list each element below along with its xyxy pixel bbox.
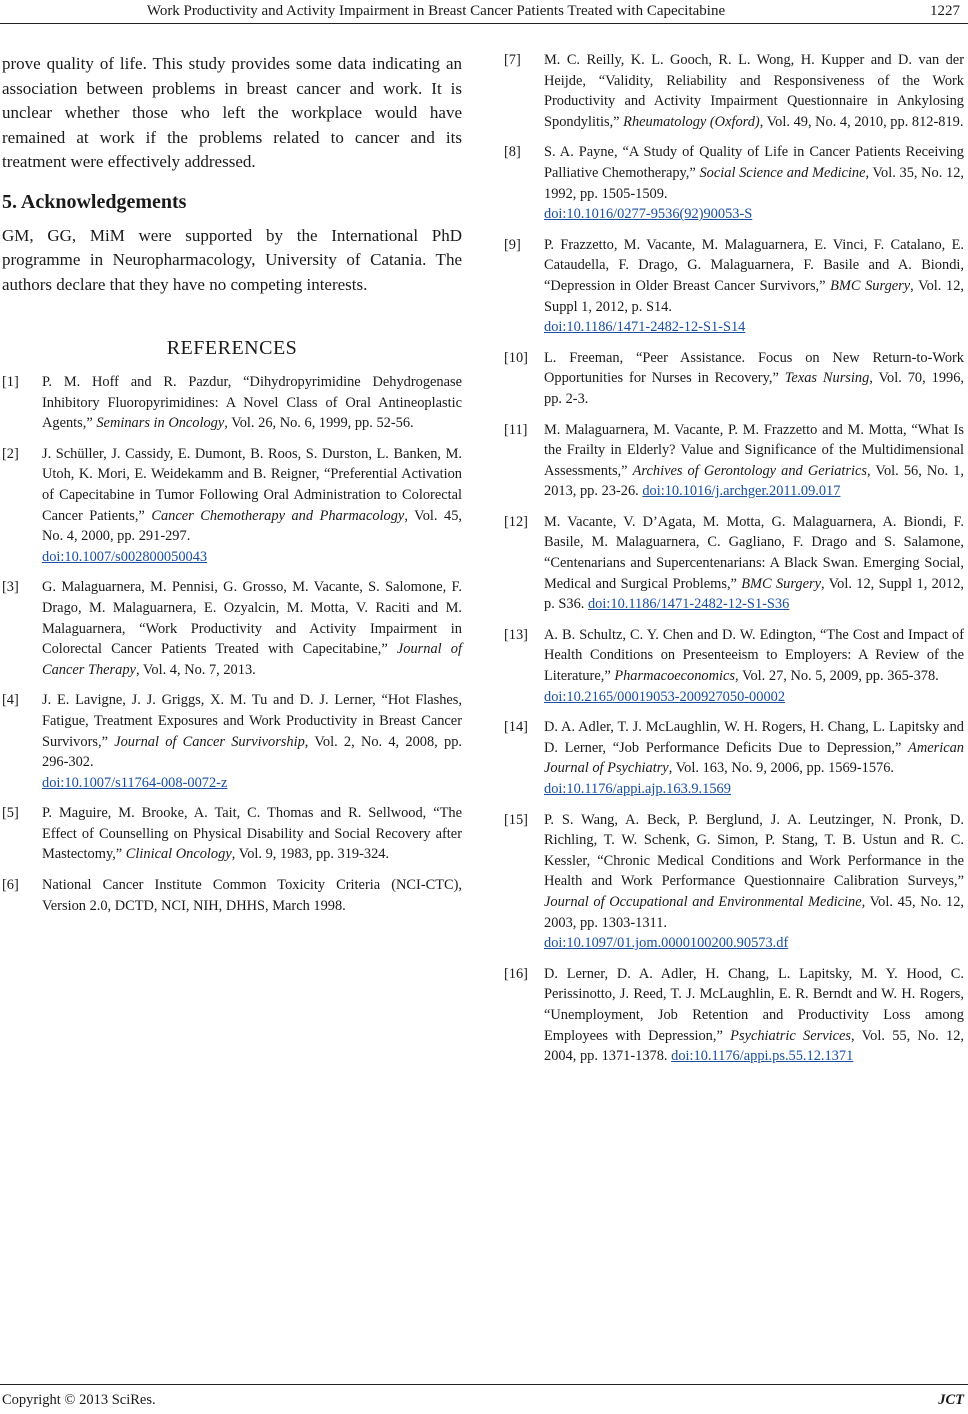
doi-link[interactable]: doi:10.2165/00019053-200927050-00002 bbox=[544, 688, 786, 705]
reference-number: [2] bbox=[2, 445, 19, 462]
reference-text bbox=[42, 803, 462, 865]
reference-number: [9] bbox=[504, 236, 521, 253]
page-header bbox=[0, 0, 968, 26]
reference-journal: Cancer Chemotherapy and Pharmacology bbox=[151, 507, 405, 524]
reference-number: [11] bbox=[504, 421, 528, 438]
reference-number: [1] bbox=[2, 374, 19, 390]
reference-number: [3] bbox=[2, 579, 19, 596]
reference-volume-pages: , Vol. 70, 1996, pp. 2-3. bbox=[544, 370, 964, 407]
reference-authors-title: J. E. Lavigne, J. J. Griggs, X. M. Tu and D. J. Lerner, “Hot Flashes, Fatigue, Treatment Exposures and Work Productivity in Breast Cancer Survivors,” bbox=[42, 692, 462, 750]
reference-journal: BMC Surgery bbox=[741, 575, 821, 592]
doi-link[interactable]: doi:10.1016/0277-9536(92)90053-S bbox=[544, 206, 753, 223]
reference-authors-title: P. S. Wang, A. Beck, P. Berglund, J. A. Leutzinger, N. Pronk, D. Richling, T. W. Schenk, G. Simon, P. Stang, T. B. Ustun and R. C. Kessler, “Chronic Medical Conditions and Work Performance in the Health and Work Performance Questionnaire Calibration Surveys,” bbox=[544, 811, 964, 890]
reference-journal: BMC Surgery bbox=[830, 277, 911, 294]
reference-text bbox=[42, 444, 462, 568]
doi-link[interactable]: doi:10.1176/appi.ps.55.12.1371 bbox=[671, 1048, 854, 1065]
footer-rule bbox=[0, 1384, 968, 1385]
reference-item bbox=[504, 964, 964, 1067]
doi-link[interactable]: doi:10.1007/s11764-008-0072-z bbox=[42, 774, 228, 791]
reference-text bbox=[544, 50, 964, 132]
reference-item bbox=[504, 625, 964, 707]
reference-volume-pages: , Vol. 26, No. 6, 1999, pp. 52-56. bbox=[224, 415, 414, 432]
running-title: Work Productivity and Activity Impairment in Breast Cancer Patients Treated with Capecitabine bbox=[146, 3, 726, 19]
reference-item bbox=[2, 690, 462, 793]
doi-link[interactable]: doi:10.1176/appi.ajp.163.9.1569 bbox=[544, 781, 731, 797]
reference-journal: American Journal of Psychiatry bbox=[544, 739, 964, 777]
reference-text bbox=[544, 625, 964, 707]
reference-item bbox=[504, 50, 964, 132]
reference-journal: Texas Nursing bbox=[784, 370, 870, 387]
reference-volume-pages: , Vol. 27, No. 5, 2009, pp. 365-378. bbox=[735, 668, 939, 685]
reference-number: [16] bbox=[504, 965, 528, 982]
reference-number: [6] bbox=[2, 877, 19, 894]
reference-number: [10] bbox=[504, 349, 528, 366]
reference-text bbox=[544, 420, 964, 502]
reference-volume-pages: , Vol. 9, 1983, pp. 319-324. bbox=[231, 846, 390, 863]
doi-link[interactable]: doi:10.1186/1471-2482-12-S1-S14 bbox=[544, 319, 746, 336]
reference-authors-title: J. Schüller, J. Cassidy, E. Dumont, B. Roos, S. Durston, L. Banken, M. Utoh, K. Mori, E. Weidekamm and B. Reigner, “Preferential Activation of Capecitabine in Tumor Following Oral Administration to Colorectal Cancer Patients,” bbox=[42, 445, 462, 524]
reference-item bbox=[504, 512, 964, 615]
reference-authors-title: P. Maguire, M. Brooke, A. Tait, C. Thomas and R. Sellwood, “The Effect of Counselling on Physical Disability and Social Recovery after Mastectomy,” bbox=[42, 805, 462, 863]
reference-authors-title: M. Vacante, V. D’Agata, M. Motta, G. Malaguarnera, A. Biondi, F. Basile, M. Malaguarnera, C. Gagliano, F. Drago and S. Salamone, “Centenarians and Supercentenarians: A Black Swan. Emerging Social, Medical and Surgical Problems,” bbox=[544, 513, 964, 592]
reference-journal: Psychiatric Services bbox=[730, 1027, 851, 1044]
reference-journal: Journal of Occupational and Environmental Medicine, bbox=[544, 893, 866, 910]
left-column bbox=[2, 52, 462, 926]
reference-number: [8] bbox=[504, 144, 521, 161]
reference-text bbox=[544, 348, 964, 410]
doi-link[interactable]: doi:10.1007/s002800050043 bbox=[42, 548, 208, 565]
reference-item bbox=[2, 875, 462, 916]
reference-text bbox=[544, 964, 964, 1067]
reference-volume-pages: , Vol. 2, No. 4, 2008, pp. 296-302. bbox=[42, 733, 462, 771]
page-number: 1227 bbox=[930, 3, 960, 19]
reference-authors-title: P. M. Hoff and R. Pazdur, “Dihydropyrimidine Dehydrogenase Inhibitory Fluoropyrimidines: A Novel Class of Oral Antineoplastic Agents,” bbox=[42, 374, 462, 432]
right-column bbox=[504, 50, 964, 1077]
reference-text bbox=[544, 235, 964, 338]
reference-journal: Rheumatology (Oxford) bbox=[623, 113, 760, 130]
reference-item bbox=[504, 142, 964, 224]
doi-link[interactable]: doi:10.1186/1471-2482-12-S1-S36 bbox=[587, 596, 790, 613]
reference-journal: Clinical Oncology bbox=[125, 846, 232, 863]
reference-authors-title: M. C. Reilly, K. L. Gooch, R. L. Wong, H. Kupper and D. van der Heijde, “Validity, Reliability and Responsiveness of the Work Productivity and Activity Impairment Questionnaire in Ankylosing Spondylitis,” bbox=[544, 52, 964, 130]
reference-number: [4] bbox=[2, 692, 19, 709]
doi-link[interactable]: doi:10.1016/j.archger.2011.09.017 bbox=[642, 483, 841, 500]
reference-text bbox=[42, 875, 462, 916]
reference-journal: Seminars in Oncology bbox=[96, 415, 225, 432]
reference-text bbox=[42, 690, 462, 793]
reference-volume-pages: , Vol. 163, No. 9, 2006, pp. 1569-1576. bbox=[668, 760, 895, 777]
reference-volume-pages: , Vol. 4, No. 7, 2013. bbox=[135, 661, 256, 678]
reference-authors-title: D. Lerner, D. A. Adler, H. Chang, L. Lapitsky, M. Y. Hood, C. Perissinotto, J. Reed, T. J. McLaughlin, E. R. Berndt and W. H. Rogers, “Unemployment, Job Retention and Productivity Loss among Employees with Depression,” bbox=[544, 965, 964, 1044]
reference-text bbox=[42, 372, 462, 434]
reference-volume-pages: , Vol. 56, No. 1, 2013, pp. 23-26. bbox=[544, 462, 964, 500]
reference-volume-pages: , Vol. 49, No. 4, 2010, pp. 812-819. bbox=[759, 113, 964, 130]
reference-item bbox=[504, 348, 964, 410]
reference-item bbox=[504, 717, 964, 799]
reference-authors-title: G. Malaguarnera, M. Pennisi, G. Grosso, M. Vacante, S. Salomone, F. Drago, M. Malaguarnera, E. Ozyalcin, M. Motta, V. Raciti and M. Malaguarnera, “Work Productivity and Activity Impairment in Colorectal Cancer Patients Treated with Capecitabine,” bbox=[42, 579, 462, 658]
reference-journal: Social Science and Medicine bbox=[699, 164, 866, 181]
reference-number: [14] bbox=[504, 719, 528, 736]
reference-volume-pages: Vol. 45, No. 12, 2003, pp. 1303-1311. bbox=[544, 893, 965, 931]
reference-text bbox=[544, 810, 964, 954]
reference-number: [13] bbox=[504, 626, 528, 643]
reference-volume-pages: , Vol. 12, Suppl 1, 2012, p. S14. bbox=[544, 277, 964, 315]
reference-number: [15] bbox=[504, 811, 528, 828]
reference-text bbox=[544, 717, 964, 799]
reference-item bbox=[2, 444, 462, 568]
acknowledgements-heading: 5. Acknowledgements bbox=[2, 190, 187, 213]
reference-number: [12] bbox=[504, 513, 528, 530]
doi-link[interactable]: doi:10.1097/01.jom.0000100200.90573.df bbox=[544, 935, 789, 952]
reference-volume-pages: , Vol. 45, No. 4, 2000, pp. 291-297. bbox=[42, 507, 463, 545]
header-rule bbox=[0, 23, 968, 24]
reference-authors-title: National Cancer Institute Common Toxicity Criteria (NCI-CTC), Version 2.0, DCTD, NCI, NIH, DHHS, March 1998. bbox=[42, 877, 462, 914]
reference-list-right bbox=[504, 50, 964, 1067]
reference-authors-title: D. A. Adler, T. J. McLaughlin, W. H. Rogers, H. Chang, L. Lapitsky and D. Lerner, “Job Performance Deficits Due to Depression,” bbox=[544, 719, 964, 756]
reference-item bbox=[504, 235, 964, 338]
reference-journal: Journal of Cancer Therapy bbox=[42, 641, 462, 678]
reference-text bbox=[544, 512, 964, 615]
reference-authors-title: M. Malaguarnera, M. Vacante, P. M. Frazzetto and M. Motta, “What Is the Frailty in Elderly? Value and Significance of the Multidimensional Assessments,” bbox=[544, 421, 964, 479]
reference-authors-title: P. Frazzetto, M. Vacante, M. Malaguarnera, E. Vinci, F. Catalano, E. Cataudella, F. Drago, G. Malaguarnera, F. Basile and A. Biondi, “Depression in Older Breast Cancer Survivors,” bbox=[544, 236, 964, 294]
reference-number: [5] bbox=[2, 805, 19, 822]
reference-text bbox=[42, 577, 462, 680]
reference-authors-title: L. Freeman, “Peer Assistance. Focus on New Return-to-Work Opportunities for Nurses in Recovery,” bbox=[544, 349, 964, 387]
reference-volume-pages: , Vol. 35, No. 12, 1992, pp. 1505-1509. bbox=[544, 164, 964, 202]
reference-journal: Pharmacoeconomics bbox=[614, 668, 736, 685]
reference-item bbox=[504, 810, 964, 954]
reference-item bbox=[2, 577, 462, 680]
reference-authors-title: S. A. Payne, “A Study of Quality of Life in Cancer Patients Receiving Palliative Chemotherapy,” bbox=[544, 144, 964, 181]
reference-authors-title: A. B. Schultz, C. Y. Chen and D. W. Edington, “The Cost and Impact of Health Conditions on Presenteeism to Employers: A Review of the Literature,” bbox=[544, 626, 964, 685]
reference-item bbox=[504, 420, 964, 502]
copyright-notice: Copyright © 2013 SciRes. bbox=[2, 1392, 156, 1408]
reference-item bbox=[2, 372, 462, 434]
reference-item bbox=[2, 803, 462, 865]
references-heading: REFERENCES bbox=[166, 337, 298, 359]
reference-volume-pages: , Vol. 55, No. 12, 2004, pp. 1371-1378. bbox=[544, 1027, 964, 1065]
reference-journal: Journal of Cancer Survivorship bbox=[114, 733, 305, 750]
journal-abbreviation: JCT bbox=[938, 1392, 964, 1408]
reference-text bbox=[544, 142, 964, 224]
acknowledgements-text: GM, GG, MiM were supported by the International PhD programme in Neuropharmacology, University of Catania. The authors declare that they have no competing interests. bbox=[2, 225, 462, 294]
reference-journal: Archives of Gerontology and Geriatrics bbox=[632, 462, 867, 479]
reference-volume-pages: , Vol. 12, Suppl 1, 2012, p. S36. bbox=[544, 575, 964, 613]
reference-number: [7] bbox=[504, 52, 521, 68]
reference-list-left bbox=[2, 372, 462, 916]
intro-paragraph: prove quality of life. This study provides some data indicating an association between problems in breast cancer and work. It is unclear whether those who left the workplace would have remained at work if the problems related to cancer and its treatment were effectively addressed. bbox=[2, 54, 462, 171]
